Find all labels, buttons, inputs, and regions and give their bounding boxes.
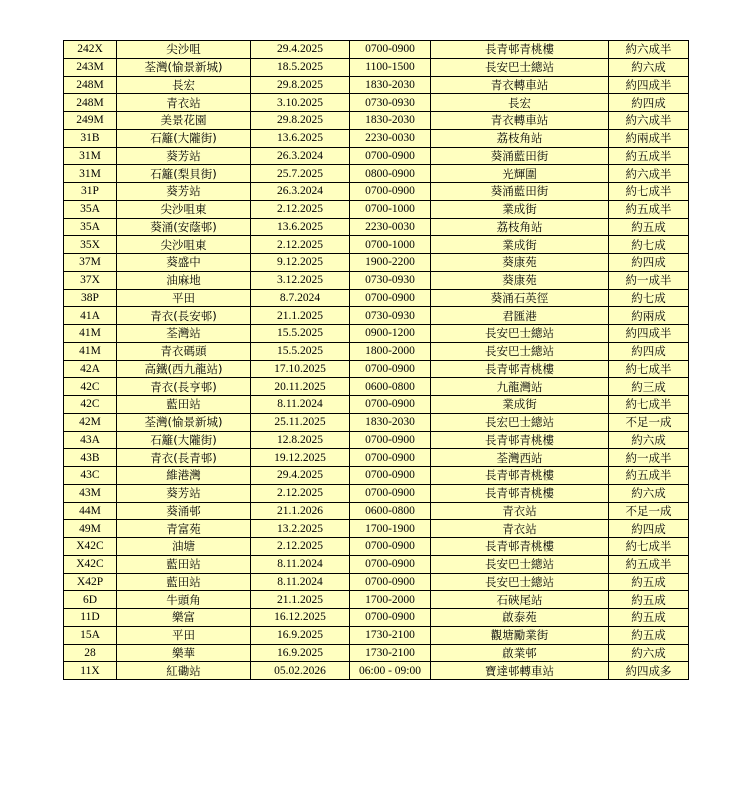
table-row (64, 591, 689, 609)
occupancy-cell: 約五成半 (609, 467, 689, 485)
date-cell: 21.1.2026 (251, 502, 350, 520)
table-row (64, 396, 689, 414)
origin-cell: 油麻地 (117, 271, 251, 289)
destination-cell: 葵康苑 (431, 254, 609, 272)
origin-cell: 荃灣(愉景新城) (117, 58, 251, 76)
origin-cell: 牛頭角 (117, 591, 251, 609)
time-cell: 2230-0030 (350, 129, 431, 147)
table-row (64, 609, 689, 627)
date-cell: 21.1.2025 (251, 307, 350, 325)
origin-cell: 青衣碼頭 (117, 342, 251, 360)
date-cell: 8.11.2024 (251, 396, 350, 414)
route-cell: 41M (64, 325, 117, 343)
time-cell: 1800-2000 (350, 342, 431, 360)
origin-cell: 石籬(大隴街) (117, 431, 251, 449)
table-row (64, 58, 689, 76)
date-cell: 2.12.2025 (251, 538, 350, 556)
route-cell: 42C (64, 396, 117, 414)
date-cell: 25.7.2025 (251, 165, 350, 183)
origin-cell: 長宏 (117, 76, 251, 94)
occupancy-cell: 約兩成半 (609, 129, 689, 147)
time-cell: 1730-2100 (350, 626, 431, 644)
time-cell: 1700-2000 (350, 591, 431, 609)
route-cell: 11X (64, 662, 117, 680)
destination-cell: 長青邨青桃樓 (431, 41, 609, 59)
table-row (64, 325, 689, 343)
time-cell: 0900-1200 (350, 325, 431, 343)
origin-cell: 葵芳站 (117, 484, 251, 502)
route-cell: 38P (64, 289, 117, 307)
occupancy-cell: 約五成 (609, 626, 689, 644)
time-cell: 1100-1500 (350, 58, 431, 76)
route-cell: 37X (64, 271, 117, 289)
time-cell: 2230-0030 (350, 218, 431, 236)
table-body (64, 41, 689, 680)
route-cell: 31P (64, 183, 117, 201)
time-cell: 0730-0930 (350, 271, 431, 289)
destination-cell: 長安巴士總站 (431, 325, 609, 343)
destination-cell: 長安巴士總站 (431, 342, 609, 360)
table-row (64, 431, 689, 449)
origin-cell: 葵涌邨 (117, 502, 251, 520)
destination-cell: 九龍灣站 (431, 378, 609, 396)
table-row (64, 254, 689, 272)
occupancy-cell: 約五成 (609, 609, 689, 627)
table-row (64, 147, 689, 165)
route-cell: 35A (64, 200, 117, 218)
table-row (64, 236, 689, 254)
time-cell: 0700-0900 (350, 555, 431, 573)
date-cell: 21.1.2025 (251, 591, 350, 609)
route-cell: 35X (64, 236, 117, 254)
date-cell: 16.9.2025 (251, 644, 350, 662)
occupancy-cell: 約三成 (609, 378, 689, 396)
occupancy-cell: 約五成半 (609, 555, 689, 573)
route-cell: 6D (64, 591, 117, 609)
route-cell: 43B (64, 449, 117, 467)
route-cell: 243M (64, 58, 117, 76)
table-row (64, 520, 689, 538)
destination-cell: 業成街 (431, 396, 609, 414)
destination-cell: 石硤尾站 (431, 591, 609, 609)
table-row (64, 200, 689, 218)
occupancy-cell: 約四成 (609, 342, 689, 360)
date-cell: 19.12.2025 (251, 449, 350, 467)
route-cell: 43C (64, 467, 117, 485)
date-cell: 3.10.2025 (251, 94, 350, 112)
date-cell: 25.11.2025 (251, 413, 350, 431)
route-cell: 44M (64, 502, 117, 520)
table-row (64, 555, 689, 573)
occupancy-cell: 不足一成 (609, 502, 689, 520)
destination-cell: 荔枝角站 (431, 218, 609, 236)
route-cell: 31B (64, 129, 117, 147)
occupancy-cell: 約五成 (609, 591, 689, 609)
destination-cell: 長青邨青桃樓 (431, 360, 609, 378)
origin-cell: 油塘 (117, 538, 251, 556)
route-cell: 42C (64, 378, 117, 396)
time-cell: 0700-1000 (350, 200, 431, 218)
route-cell: 248M (64, 94, 117, 112)
occupancy-cell: 約六成半 (609, 112, 689, 130)
table-row (64, 467, 689, 485)
table-row (64, 360, 689, 378)
time-cell: 0600-0800 (350, 502, 431, 520)
destination-cell: 光輝圍 (431, 165, 609, 183)
destination-cell: 葵涌藍田街 (431, 147, 609, 165)
occupancy-cell: 約七成半 (609, 360, 689, 378)
time-cell: 0700-0900 (350, 147, 431, 165)
date-cell: 2.12.2025 (251, 484, 350, 502)
occupancy-cell: 約七成半 (609, 396, 689, 414)
origin-cell: 青衣站 (117, 94, 251, 112)
route-cell: 37M (64, 254, 117, 272)
destination-cell: 青衣轉車站 (431, 76, 609, 94)
table-row (64, 307, 689, 325)
destination-cell: 長青邨青桃樓 (431, 538, 609, 556)
origin-cell: 藍田站 (117, 555, 251, 573)
origin-cell: 尖沙咀東 (117, 200, 251, 218)
occupancy-cell: 約七成半 (609, 538, 689, 556)
date-cell: 13.6.2025 (251, 218, 350, 236)
time-cell: 0700-0900 (350, 360, 431, 378)
route-cell: 31M (64, 165, 117, 183)
origin-cell: 葵芳站 (117, 147, 251, 165)
time-cell: 1830-2030 (350, 413, 431, 431)
occupancy-cell: 約六成 (609, 58, 689, 76)
destination-cell: 君匯港 (431, 307, 609, 325)
destination-cell: 荔枝角站 (431, 129, 609, 147)
table-row (64, 76, 689, 94)
origin-cell: 青衣(長青邨) (117, 449, 251, 467)
time-cell: 0700-0900 (350, 538, 431, 556)
date-cell: 9.12.2025 (251, 254, 350, 272)
route-cell: X42C (64, 555, 117, 573)
occupancy-cell: 約四成 (609, 520, 689, 538)
origin-cell: 青衣(長安邨) (117, 307, 251, 325)
time-cell: 1830-2030 (350, 112, 431, 130)
table-row (64, 218, 689, 236)
destination-cell: 荃灣西站 (431, 449, 609, 467)
destination-cell: 啟業邨 (431, 644, 609, 662)
date-cell: 15.5.2025 (251, 342, 350, 360)
destination-cell: 觀塘勵業街 (431, 626, 609, 644)
table-row (64, 626, 689, 644)
date-cell: 29.8.2025 (251, 76, 350, 94)
origin-cell: 樂富 (117, 609, 251, 627)
time-cell: 0700-0900 (350, 41, 431, 59)
route-cell: 41A (64, 307, 117, 325)
occupancy-cell: 約七成 (609, 289, 689, 307)
origin-cell: 高鐵(西九龍站) (117, 360, 251, 378)
destination-cell: 葵康苑 (431, 271, 609, 289)
occupancy-cell: 約六成 (609, 484, 689, 502)
date-cell: 13.2.2025 (251, 520, 350, 538)
occupancy-cell: 約五成 (609, 218, 689, 236)
route-cell: 28 (64, 644, 117, 662)
time-cell: 0700-0900 (350, 183, 431, 201)
table-row (64, 484, 689, 502)
destination-cell: 長宏 (431, 94, 609, 112)
occupancy-cell: 約五成半 (609, 200, 689, 218)
destination-cell: 長青邨青桃樓 (431, 484, 609, 502)
table-row (64, 112, 689, 130)
occupancy-cell: 約一成半 (609, 271, 689, 289)
date-cell: 15.5.2025 (251, 325, 350, 343)
occupancy-cell: 約四成 (609, 94, 689, 112)
occupancy-cell: 約六成半 (609, 41, 689, 59)
date-cell: 8.7.2024 (251, 289, 350, 307)
table-row (64, 538, 689, 556)
table-row (64, 289, 689, 307)
destination-cell: 啟泰苑 (431, 609, 609, 627)
time-cell: 0700-1000 (350, 236, 431, 254)
date-cell: 16.9.2025 (251, 626, 350, 644)
table-row (64, 502, 689, 520)
origin-cell: 荃灣站 (117, 325, 251, 343)
origin-cell: 美景花園 (117, 112, 251, 130)
destination-cell: 長安巴士總站 (431, 573, 609, 591)
time-cell: 0700-0900 (350, 484, 431, 502)
time-cell: 1700-1900 (350, 520, 431, 538)
table-row (64, 573, 689, 591)
occupancy-cell: 約六成半 (609, 165, 689, 183)
occupancy-cell: 不足一成 (609, 413, 689, 431)
date-cell: 17.10.2025 (251, 360, 350, 378)
table-row (64, 41, 689, 59)
time-cell: 0700-0900 (350, 467, 431, 485)
table-row (64, 662, 689, 680)
destination-cell: 長安巴士總站 (431, 555, 609, 573)
date-cell: 12.8.2025 (251, 431, 350, 449)
occupancy-cell: 約六成 (609, 644, 689, 662)
route-cell: 11D (64, 609, 117, 627)
route-cell: X42P (64, 573, 117, 591)
time-cell: 0730-0930 (350, 307, 431, 325)
date-cell: 29.8.2025 (251, 112, 350, 130)
destination-cell: 青衣站 (431, 520, 609, 538)
date-cell: 3.12.2025 (251, 271, 350, 289)
origin-cell: 維港灣 (117, 467, 251, 485)
route-cell: 248M (64, 76, 117, 94)
route-cell: 43A (64, 431, 117, 449)
table-row (64, 165, 689, 183)
table-row (64, 449, 689, 467)
route-cell: 242X (64, 41, 117, 59)
time-cell: 1900-2200 (350, 254, 431, 272)
time-cell: 1730-2100 (350, 644, 431, 662)
occupancy-cell: 約五成半 (609, 147, 689, 165)
table-row (64, 94, 689, 112)
occupancy-cell: 約四成半 (609, 325, 689, 343)
origin-cell: 荃灣(愉景新城) (117, 413, 251, 431)
destination-cell: 葵涌石英徑 (431, 289, 609, 307)
destination-cell: 青衣轉車站 (431, 112, 609, 130)
table-row (64, 378, 689, 396)
date-cell: 8.11.2024 (251, 555, 350, 573)
occupancy-cell: 約一成半 (609, 449, 689, 467)
occupancy-cell: 約四成多 (609, 662, 689, 680)
occupancy-cell: 約兩成 (609, 307, 689, 325)
time-cell: 0600-0800 (350, 378, 431, 396)
occupancy-cell: 約七成半 (609, 183, 689, 201)
origin-cell: 紅磡站 (117, 662, 251, 680)
route-cell: X42C (64, 538, 117, 556)
date-cell: 2.12.2025 (251, 200, 350, 218)
time-cell: 0800-0900 (350, 165, 431, 183)
origin-cell: 石籬(梨貝街) (117, 165, 251, 183)
occupancy-cell: 約五成 (609, 573, 689, 591)
route-cell: 49M (64, 520, 117, 538)
destination-cell: 長青邨青桃樓 (431, 467, 609, 485)
route-cell: 15A (64, 626, 117, 644)
origin-cell: 青富苑 (117, 520, 251, 538)
table-row (64, 129, 689, 147)
route-cell: 35A (64, 218, 117, 236)
bus-occupancy-table (63, 40, 689, 680)
occupancy-cell: 約四成 (609, 254, 689, 272)
time-cell: 0700-0900 (350, 396, 431, 414)
date-cell: 16.12.2025 (251, 609, 350, 627)
route-cell: 249M (64, 112, 117, 130)
destination-cell: 葵涌藍田街 (431, 183, 609, 201)
table-row (64, 183, 689, 201)
time-cell: 0700-0900 (350, 573, 431, 591)
origin-cell: 石籬(大隴街) (117, 129, 251, 147)
time-cell: 0700-0900 (350, 449, 431, 467)
date-cell: 26.3.2024 (251, 183, 350, 201)
route-cell: 31M (64, 147, 117, 165)
time-cell: 1830-2030 (350, 76, 431, 94)
origin-cell: 葵涌(安蔭邨) (117, 218, 251, 236)
time-cell: 0730-0930 (350, 94, 431, 112)
date-cell: 13.6.2025 (251, 129, 350, 147)
date-cell: 2.12.2025 (251, 236, 350, 254)
origin-cell: 樂華 (117, 644, 251, 662)
destination-cell: 寶達邨轉車站 (431, 662, 609, 680)
origin-cell: 葵盛中 (117, 254, 251, 272)
date-cell: 8.11.2024 (251, 573, 350, 591)
time-cell: 06:00 - 09:00 (350, 662, 431, 680)
origin-cell: 平田 (117, 626, 251, 644)
bus-survey-sheet (63, 40, 688, 680)
origin-cell: 青衣(長亨邨) (117, 378, 251, 396)
origin-cell: 葵芳站 (117, 183, 251, 201)
date-cell: 29.4.2025 (251, 467, 350, 485)
date-cell: 18.5.2025 (251, 58, 350, 76)
origin-cell: 藍田站 (117, 396, 251, 414)
route-cell: 43M (64, 484, 117, 502)
route-cell: 42A (64, 360, 117, 378)
table-row (64, 644, 689, 662)
occupancy-cell: 約六成 (609, 431, 689, 449)
time-cell: 0700-0900 (350, 609, 431, 627)
time-cell: 0700-0900 (350, 289, 431, 307)
date-cell: 26.3.2024 (251, 147, 350, 165)
origin-cell: 尖沙咀 (117, 41, 251, 59)
occupancy-cell: 約四成半 (609, 76, 689, 94)
date-cell: 05.02.2026 (251, 662, 350, 680)
destination-cell: 業成街 (431, 200, 609, 218)
route-cell: 41M (64, 342, 117, 360)
destination-cell: 長宏巴士總站 (431, 413, 609, 431)
table-row (64, 413, 689, 431)
origin-cell: 藍田站 (117, 573, 251, 591)
time-cell: 0700-0900 (350, 431, 431, 449)
table-row (64, 271, 689, 289)
destination-cell: 業成街 (431, 236, 609, 254)
destination-cell: 長安巴士總站 (431, 58, 609, 76)
occupancy-cell: 約七成 (609, 236, 689, 254)
table-row (64, 342, 689, 360)
date-cell: 20.11.2025 (251, 378, 350, 396)
date-cell: 29.4.2025 (251, 41, 350, 59)
destination-cell: 青衣站 (431, 502, 609, 520)
destination-cell: 長青邨青桃樓 (431, 431, 609, 449)
origin-cell: 尖沙咀東 (117, 236, 251, 254)
route-cell: 42M (64, 413, 117, 431)
origin-cell: 平田 (117, 289, 251, 307)
